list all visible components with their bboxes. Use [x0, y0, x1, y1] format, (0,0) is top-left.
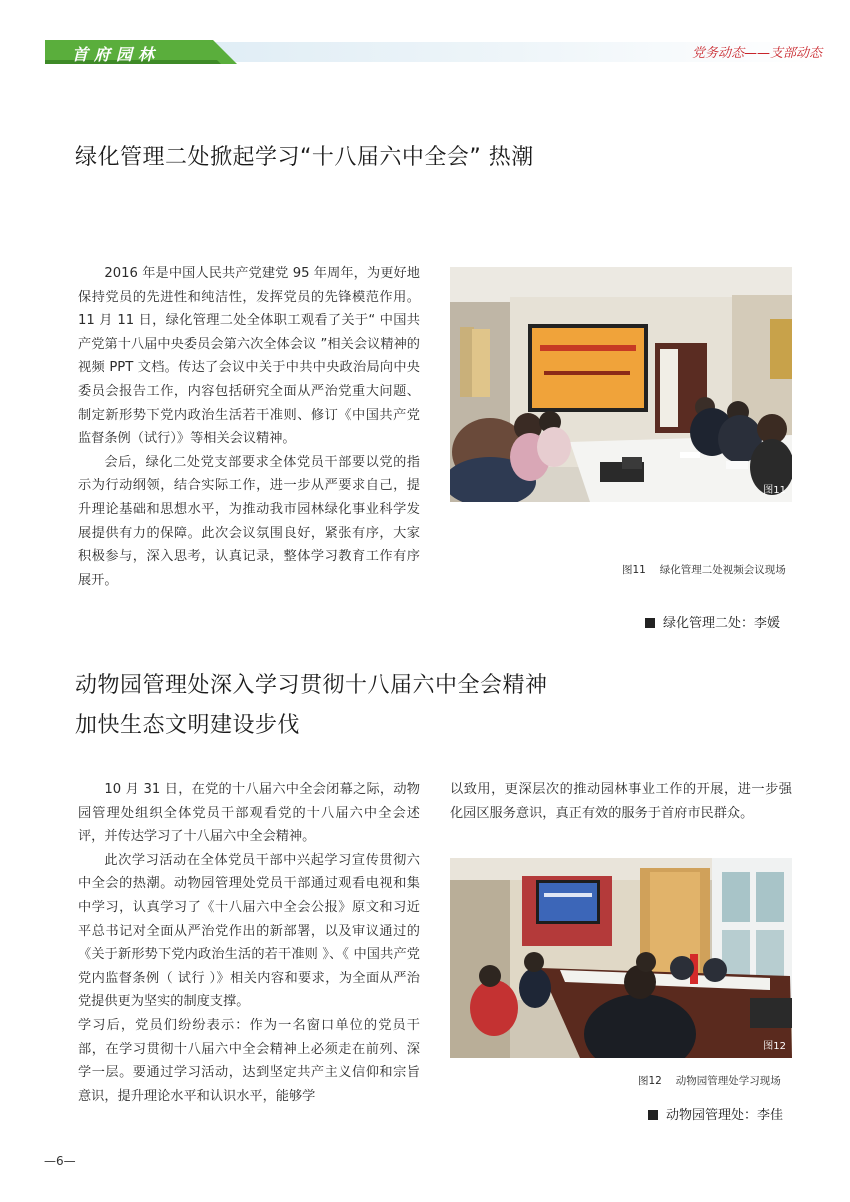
header-section-title: 党务动态——支部动态 — [691, 46, 822, 61]
article1-author — [645, 612, 780, 631]
article2-photo-label: 图12 — [763, 1041, 786, 1052]
article1-body — [78, 262, 420, 592]
header-brand: 首府园林 — [72, 45, 161, 64]
article2-title-line1: 动物园管理处深入学习贯彻十八届六中全会精神 — [75, 673, 548, 698]
article1-paragraph-1: 2016 年是中国人民共产党建党 95 年周年，为更好地保持党员的先进性和纯洁性，发挥党员的先锋模范作用。11 月 11 日，绿化管理二处全体职工观看了关于“ 中国共产党第十八届中央委员会第六次全体会议 ”相关会议精神的视频 PPT 文档。传达了会议中关于中共中央政治局向中央委员会报告工作，内容包括研究全面从严治党重大问题、制定新形势下党内政治生活若干准则、修订《中国共产党监督条例（试行）》等相关会议精神。 — [78, 266, 420, 447]
article2-right-column — [450, 778, 792, 825]
article2-caption: 图12 动物园管理处学习现场 — [638, 1075, 781, 1087]
article2-paragraph-1: 10 月 31 日，在党的十八届六中全会闭幕之际，动物园管理处组织全体党员干部观看党的十八届六中全会述评，并传达学习了十八届六中全会精神。 — [78, 782, 420, 845]
article2-author — [648, 1104, 783, 1123]
article2-paragraph-2: 此次学习活动在全体党员干部中兴起学习宣传贯彻六中全会的热潮。动物园管理处党员干部通过观看电视和集中学习，认真学习了《十八届六中全会公报》原文和习近平总书记对全面从严治党作出的新部署，以及审议通过的《关于新形势下党内政治生活的若干准则 》、《 中国共产党党内监督条例（ 试行 ）》相关内容和要求，为全面从严治党提供更为坚实的制度支撑。 — [78, 852, 420, 1010]
article1-photo — [450, 267, 792, 502]
article2-left-column — [78, 778, 420, 1108]
article1-photo-label: 图11 — [763, 485, 786, 496]
article1-paragraph-2: 会后，绿化二处党支部要求全体党员干部要以党的指示为行动纲领，结合实际工作，进一步从严要求自己，提升理论基础和思想水平，为推动我市园林绿化事业科学发展提供有力的保障。此次会议氛围良好，紧张有序，大家积极参与，深入思考，认真记录，整体学习教育工作有序展开。 — [78, 454, 420, 588]
article2-photo — [450, 858, 792, 1058]
article1-caption: 图11 绿化管理二处视频会议现场 — [622, 564, 786, 576]
article1-title: 绿化管理二处掀起学习“十八届六中全会” 热潮 — [75, 145, 534, 170]
article2-paragraph-continued: 以致用，更深层次的推动园林事业工作的开展，进一步强化园区服务意识，真正有效的服务于首府市民群众。 — [450, 782, 792, 821]
article2-title-line2: 加快生态文明建设步伐 — [75, 713, 301, 738]
article2-paragraph-3: 学习后，党员们纷纷表示：作为一名窗口单位的党员干部，在学习贯彻十八届六中全会精神上必须走在前列、深学一层。要通过学习活动，达到坚定共产主义信仰和宗旨意识，提升理论水平和认识水平，能够学 — [78, 1017, 420, 1104]
article2-author-text: 动物园管理处：李佳 — [666, 1108, 784, 1123]
article1-author-text: 绿化管理二处：李媛 — [663, 616, 781, 631]
author-square-icon — [648, 1110, 658, 1120]
page-number: —6— — [44, 1154, 76, 1168]
author-square-icon — [645, 618, 655, 628]
